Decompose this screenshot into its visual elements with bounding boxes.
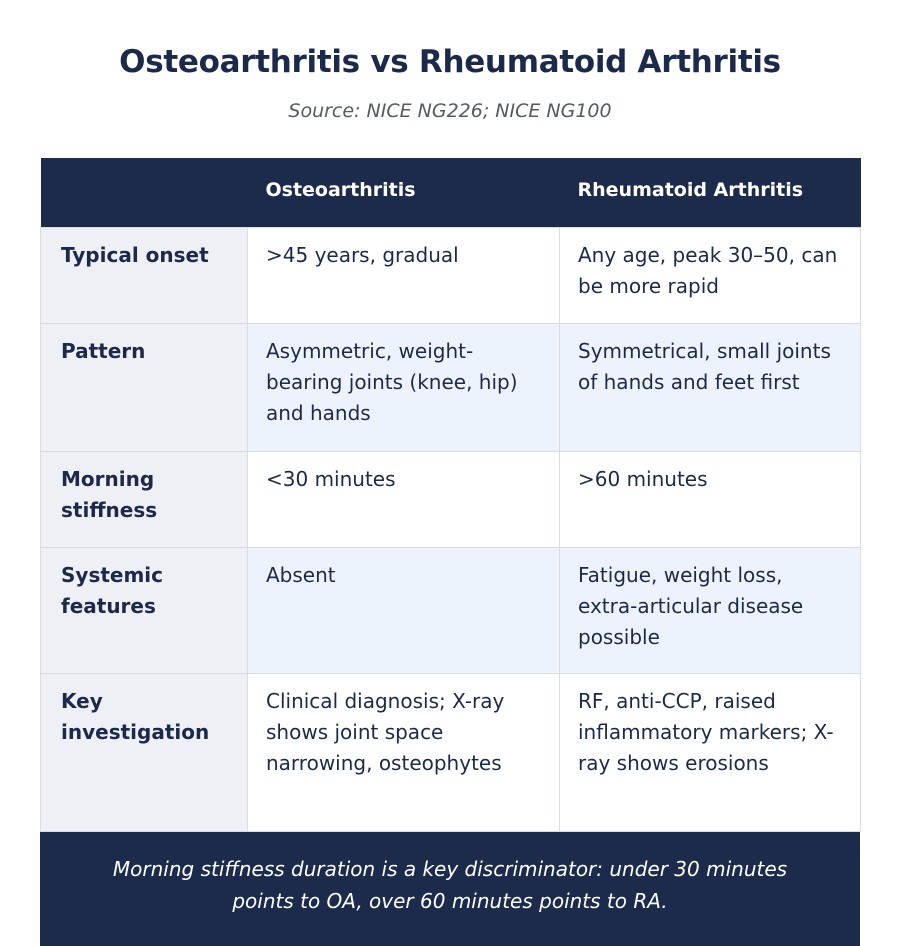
oa-cell: Asymmetric, weight-bearing joints (knee, hip) and hands	[248, 323, 560, 451]
table-row	[41, 673, 861, 831]
oa-cell: Clinical diagnosis; X-ray shows joint space narrowing, osteophytes	[248, 673, 560, 831]
header-rheumatoid-arthritis: Rheumatoid Arthritis	[560, 158, 861, 227]
key-point-callout: Morning stiffness duration is a key discriminator: under 30 minutes points to OA, over 60 minutes points to RA.	[40, 832, 860, 946]
row-label: Systemic features	[41, 547, 248, 673]
row-label: Typical onset	[41, 227, 248, 323]
table-row	[41, 547, 861, 673]
ra-cell: >60 minutes	[560, 451, 861, 547]
ra-cell: Any age, peak 30–50, can be more rapid	[560, 227, 861, 323]
ra-cell: Symmetrical, small joints of hands and feet first	[560, 323, 861, 451]
row-label: Pattern	[41, 323, 248, 451]
table-row	[41, 227, 861, 323]
header-empty	[41, 158, 248, 227]
page-title: Osteoarthritis vs Rheumatoid Arthritis	[119, 44, 781, 80]
table-row	[41, 323, 861, 451]
table-row	[41, 451, 861, 547]
oa-cell: Absent	[248, 547, 560, 673]
table-header-row	[41, 158, 861, 227]
header-osteoarthritis: Osteoarthritis	[248, 158, 560, 227]
ra-cell: Fatigue, weight loss, extra-articular disease possible	[560, 547, 861, 673]
row-label: Key investigation	[41, 673, 248, 831]
comparison-table	[40, 158, 861, 832]
oa-cell: >45 years, gradual	[248, 227, 560, 323]
source-citation: Source: NICE NG226; NICE NG100	[288, 100, 612, 122]
oa-cell: <30 minutes	[248, 451, 560, 547]
ra-cell: RF, anti-CCP, raised inflammatory markers; X-ray shows erosions	[560, 673, 861, 831]
row-label: Morning stiffness	[41, 451, 248, 547]
